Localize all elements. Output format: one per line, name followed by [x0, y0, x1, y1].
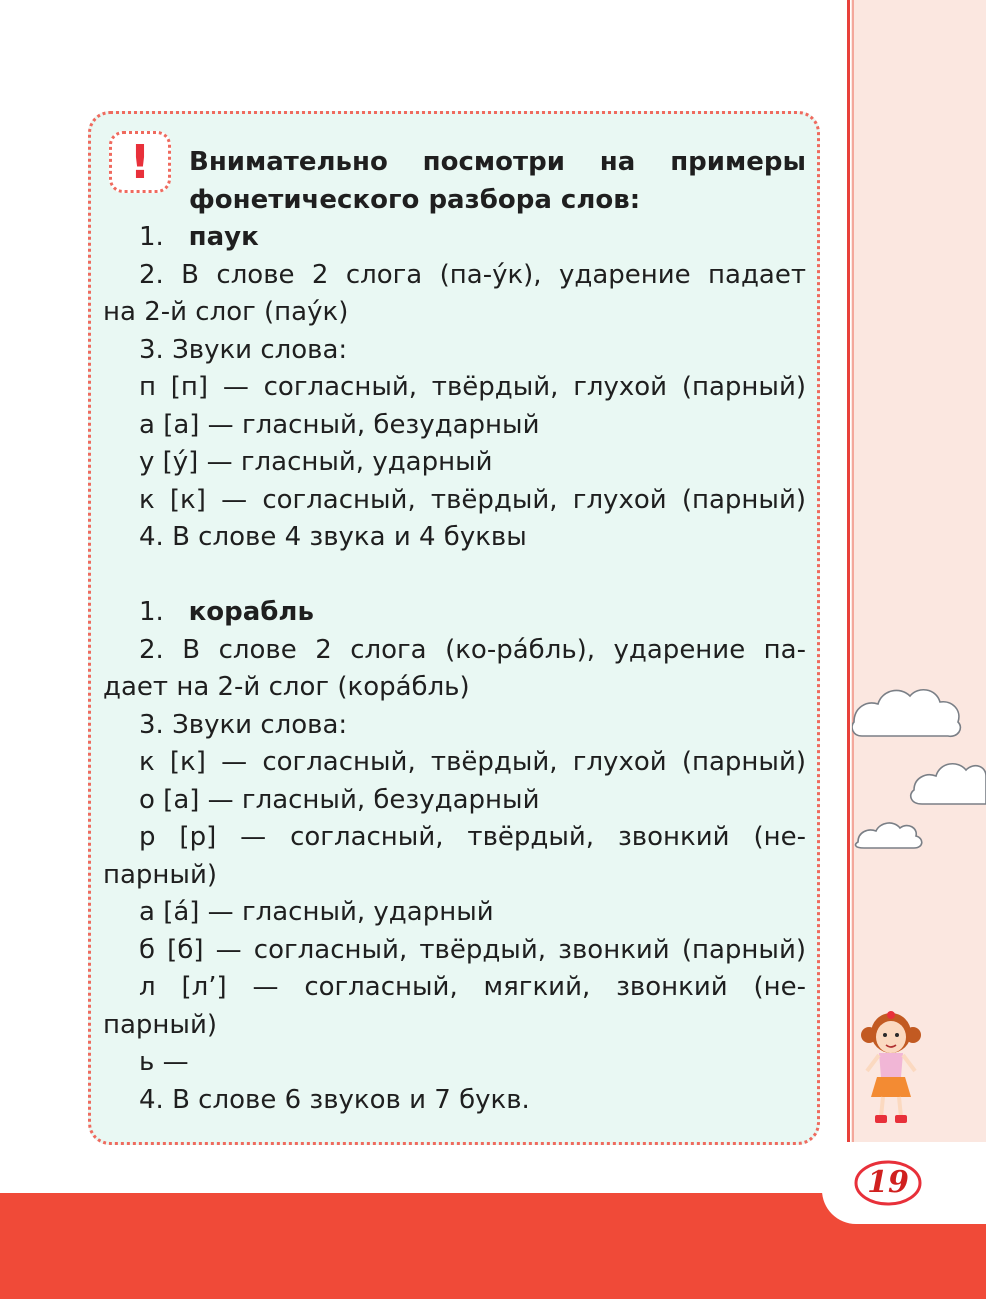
sound-line: у [у́] — гласный, ударный: [139, 447, 493, 477]
sound-line: а [а́] — гласный, ударный: [139, 897, 494, 927]
sound-line: парный): [103, 859, 218, 890]
text-line: дает на 2-й слог (кора́бль): [103, 672, 470, 702]
spacer: [103, 557, 806, 595]
text-line: на 2-й слог (пау́к): [103, 297, 349, 327]
example-heading: [103, 219, 806, 257]
sound-line: л [л’] — согласный, мягкий, звонкий (не-: [139, 972, 806, 1002]
text-line: 3. Звуки слова:: [139, 334, 348, 365]
side-border-line-light: [852, 0, 854, 1160]
intro-line: Внимательно посмотри на примеры: [189, 147, 806, 177]
text-line: 2. В слове 2 слога (па-у́к), ударение падает: [139, 259, 806, 290]
text-line: 4. В слове 6 звуков и 7 букв.: [139, 1084, 530, 1115]
page-number: 19: [867, 1165, 909, 1200]
note-content: [103, 144, 806, 1119]
text-line: 3. Звуки слова:: [139, 709, 348, 740]
text-line: 2. В слове 2 слога (ко-ра́бль), ударение па-: [139, 634, 806, 665]
girl-illustration: [855, 1005, 927, 1131]
example-heading: [103, 594, 806, 632]
example-word: корабль: [188, 597, 314, 627]
example-word: паук: [188, 222, 259, 252]
sound-line: ь —: [139, 1047, 189, 1077]
sound-line: п [п] — согласный, твёрдый, глухой (парный): [139, 372, 806, 402]
text-line: 4. В слове 4 звука и 4 буквы: [139, 522, 527, 552]
intro-line: фонетического разбора слов:: [189, 184, 641, 215]
exclamation-icon: !: [129, 135, 151, 189]
sound-line: к [к] — согласный, твёрдый, глухой (парный): [139, 484, 806, 515]
sound-line: а [а] — гласный, безударный: [139, 409, 540, 440]
sound-line: парный): [103, 1009, 218, 1040]
example-number: 1.: [139, 222, 164, 252]
cloud-icon: [852, 680, 986, 870]
sound-line: о [а] — гласный, безударный: [139, 784, 540, 815]
example-number: 1.: [139, 597, 164, 627]
sound-line: б [б] — согласный, твёрдый, звонкий (парный): [139, 934, 806, 965]
sound-line: р [р] — согласный, твёрдый, звонкий (не-: [139, 822, 806, 852]
side-border-line: [847, 0, 850, 1160]
sound-line: к [к] — согласный, твёрдый, глухой (парный): [139, 747, 806, 777]
